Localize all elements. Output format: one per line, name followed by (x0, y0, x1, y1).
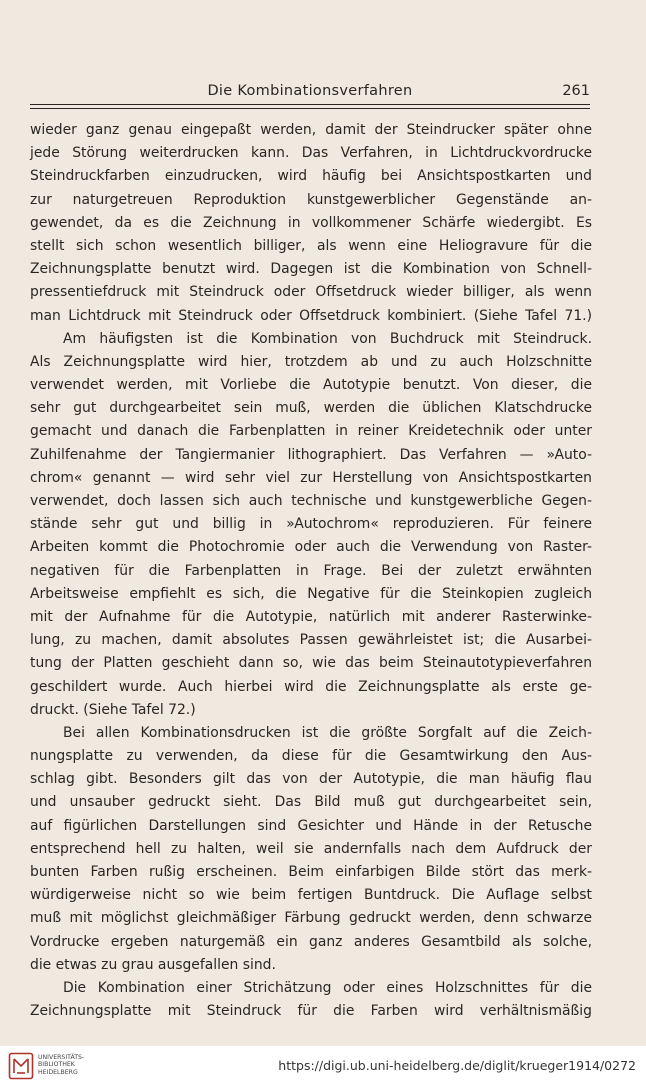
text-line: druckt. (Siehe Tafel 72.) (30, 701, 196, 718)
text-line: Steindruckfarben einzudrucken, wird häufig bei Ansichtspostkarten und (30, 168, 592, 185)
text-line: entsprechend hell zu halten, weil sie andernfalls nach dem Aufdruck der (30, 840, 592, 857)
text-line: die etwas zu grau ausgefallen sind. (30, 956, 276, 973)
text-line: gewendet, da es die Zeichnung in vollkommener Schärfe wiedergibt. Es (30, 214, 592, 231)
text-line: wieder ganz genau eingepaßt werden, damit der Steindrucker später ohne (30, 122, 592, 138)
library-name-line: UNIVERSITÄTS- (38, 1054, 85, 1061)
text-line: muß mit möglichst gleichmäßiger Färbung gedruckt werden, denn schwarze (30, 910, 592, 927)
text-line: und unsauber gedruckt sieht. Das Bild muß gut durchgearbeitet sein, (30, 794, 592, 811)
body-text (30, 119, 592, 1023)
text-line: geschildert wurde. Auch hierbei wird die Zeichnungsplatte als erste ge- (30, 678, 592, 695)
page-number: 261 (562, 83, 590, 99)
text-line: würdigerweise nicht so wie beim fertigen Buntdruck. Die Auflage selbst (30, 887, 592, 904)
text-line: Arbeiten kommt die Photochromie oder auch die Verwendung von Raster- (30, 539, 592, 556)
library-name-line: HEIDELBERG (38, 1068, 78, 1076)
text-line: Am häufigsten ist die Kombination von Buchdruck mit Steindruck. (63, 330, 592, 347)
text-line: auf figürlichen Darstellungen sind Gesichter und Hände in der Retusche (30, 817, 592, 834)
library-name (38, 1054, 84, 1076)
text-line: schlag gibt. Besonders gilt das von der Autotypie, die man häufig flau (30, 771, 592, 788)
library-name-line: BIBLIOTHEK (38, 1061, 75, 1069)
text-line: verwendet, doch lassen sich auch technische und kunstgewerbliche Gegen- (30, 493, 592, 509)
text-line: Zeichnungsplatte benutzt wird. Dagegen ist die Kombination von Schnell- (30, 261, 592, 278)
ub-heidelberg-logo-icon (8, 1052, 34, 1080)
footer-bar (0, 1046, 646, 1090)
text-line: lung, zu machen, damit absolutes Passen gewährleistet ist; die Ausarbei- (30, 632, 592, 649)
text-line: bunten Farben rußig erscheinen. Beim einfarbigen Bilde stört das merk- (30, 864, 592, 880)
text-line: Zeichnungsplatte mit Steindruck für die Farben wird verhältnismäßig (30, 1003, 592, 1020)
text-line: nungsplatte zu verwenden, da diese für die Gesamtwirkung den Aus- (30, 748, 592, 765)
text-line: man Lichtdruck mit Steindruck oder Offsetdruck kombiniert. (Siehe Tafel 71.) (30, 307, 592, 324)
page-header (30, 83, 590, 105)
text-line: Arbeitsweise empfiehlt es sich, die Negative für die Steinkopien zugleich (30, 585, 592, 602)
text-line: mit der Aufnahme für die Autotypie, natürlich mit anderer Rasterwinke- (30, 608, 592, 625)
text-line: Die Kombination einer Strichätzung oder eines Holzschnittes für die (63, 979, 592, 996)
running-title: Die Kombinationsverfahren (207, 83, 413, 99)
header-rule-thick (30, 104, 590, 105)
text-line: stellt sich schon wesentlich billiger, als wenn eine Heliogravure für die (30, 237, 592, 254)
text-line: verwendet werden, mit Vorliebe die Autotypie benutzt. Von dieser, die (30, 377, 592, 394)
text-line: gemacht und danach die Farbenplatten in reiner Kreidetechnik oder unter (30, 423, 592, 440)
text-line: Als Zeichnungsplatte wird hier, trotzdem ab und zu auch Holzschnitte (30, 353, 592, 370)
text-line: stände sehr gut und billig in »Autochrom« reproduzieren. Für feinere (30, 516, 592, 533)
text-line: jede Störung weiterdrucken kann. Das Verfahren, in Lichtdruckvordrucke (30, 145, 592, 162)
text-line: chrom« genannt — wird sehr viel zur Herstellung von Ansichtspostkarten (30, 469, 592, 486)
text-line: Bei allen Kombinationsdrucken ist die größte Sorgfalt auf die Zeich- (63, 724, 592, 741)
source-url-link[interactable]: https://digi.ub.uni-heidelberg.de/diglit/krueger1914/0272 (278, 1058, 636, 1073)
text-line: Zuhilfenahme der Tangiermanier lithographiert. Das Verfahren — »Auto- (30, 446, 592, 463)
header-rule-thin (30, 108, 590, 109)
text-line: Vordrucke ergeben naturgemäß ein ganz anderes Gesamtbild als solche, (30, 933, 592, 950)
text-line: pressentiefdruck mit Steindruck oder Offsetdruck wieder billiger, als wenn (30, 284, 592, 301)
text-line: sehr gut durchgearbeitet sein muß, werden die üblichen Klatschdrucke (30, 400, 592, 417)
text-line: zur naturgetreuen Reproduktion kunstgewerblicher Gegenstände an- (30, 191, 592, 208)
text-line: tung der Platten geschieht dann so, wie das beim Steinautotypieverfahren (30, 655, 592, 672)
text-line: negativen für die Farbenplatten in Frage. Bei der zuletzt erwähnten (30, 562, 592, 579)
